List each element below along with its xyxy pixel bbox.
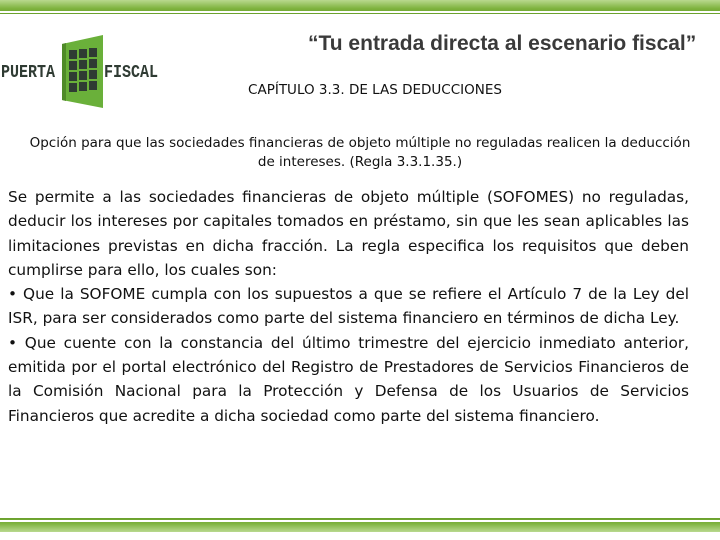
logo-word-puerta: PUERTA xyxy=(1,61,56,84)
chapter-title: CAPÍTULO 3.3. DE LAS DEDUCCIONES xyxy=(248,82,502,98)
slogan: “Tu entrada directa al escenario fiscal” xyxy=(308,32,697,55)
top-decorative-bar xyxy=(0,0,720,14)
rule-subtitle: Opción para que las sociedades financieras de objeto múltiple no reguladas realicen la deducción de intereses. (Regla 3.3.1.35.) xyxy=(29,135,691,170)
body-bullet-requirement-1: • Que la SOFOME cumpla con los supuestos a que se refiere el Artículo 7 de la Ley del ISR, para ser considerados como parte del sistema financiero en términos de dicha Ley. xyxy=(8,285,689,328)
body-paragraph-intro: Se permite a las sociedades financieras de objeto múltiple (SOFOMES) no reguladas, deducir los intereses por capitales tomados en préstamo, sin que les sean aplicables las limitaciones previstas en dicha fracción. La regla especifica los requisitos que deben cumplirse para ello, los cuales son: xyxy=(8,188,689,279)
body-bullet-requirement-2: • Que cuente con la constancia del último trimestre del ejercicio inmediato anterior, emitida por el portal electrónico del Registro de Prestadores de Servicios Financieros de la Comisión Nacional para la Protección y Defensa de los Usuarios de Servicios Financieros que acredite a dicha sociedad como parte del sistema financiero. xyxy=(8,333,689,425)
bottom-decorative-bar xyxy=(0,518,720,532)
body-text xyxy=(8,185,689,428)
logo-word-fiscal: FISCAL xyxy=(104,61,159,84)
puerta-fiscal-logo xyxy=(0,30,160,110)
